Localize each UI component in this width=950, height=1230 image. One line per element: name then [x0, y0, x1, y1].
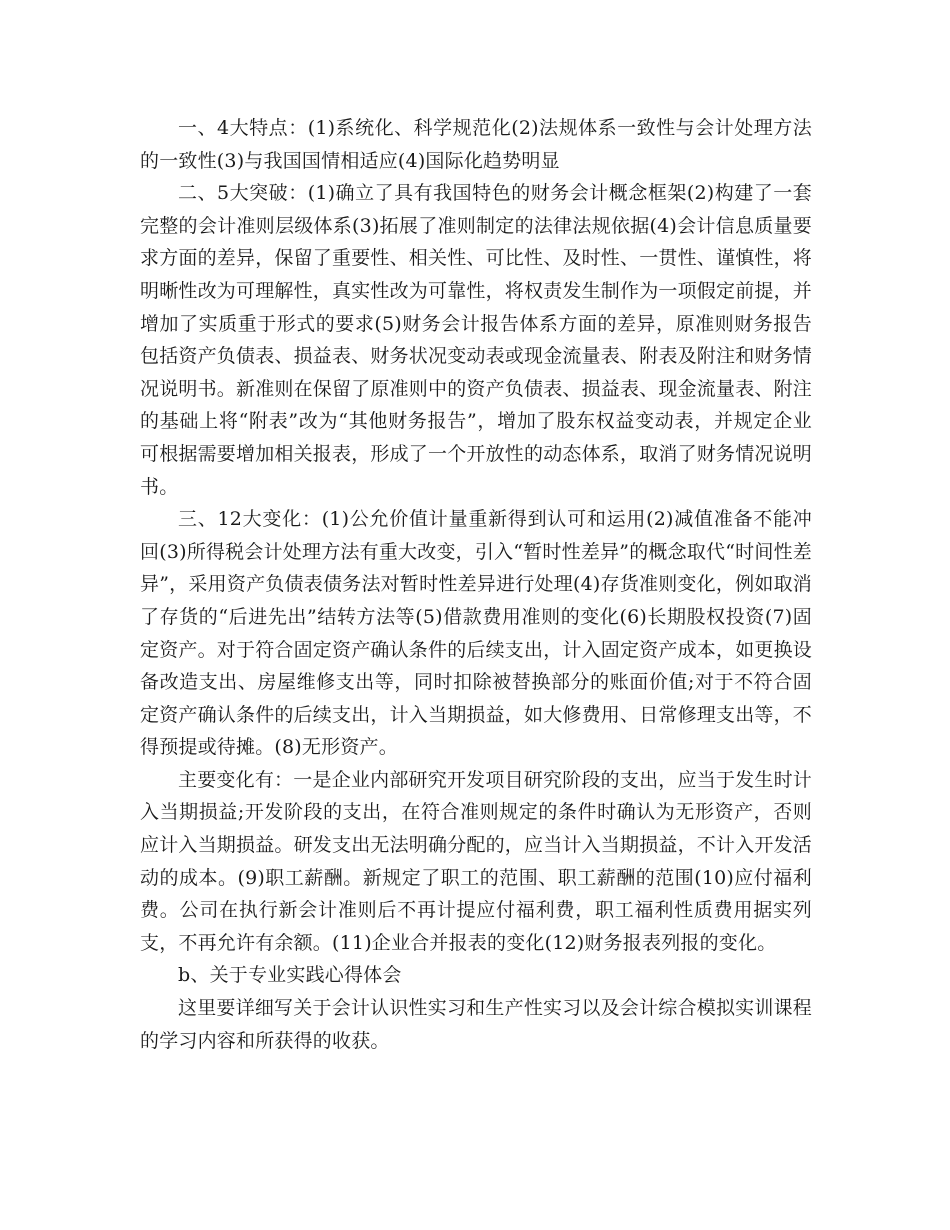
paragraph-main-changes: 主要变化有：一是企业内部研究开发项目研究阶段的支出，应当于发生时计入当期损益;开发阶段的支出，在符合准则规定的条件时确认为无形资产，否则应计入当期损益。研发支出无法明确分配的，应当计入当期损益，不计入开发活动的成本。(9)职工薪酬。新规定了职工的范围、职工薪酬的范围(10)应付福利费。公司在执行新会计准则后不再计提应付福利费，职工福利性质费用据实列支，不再允许有余额。(11)企业合并报表的变化(12)财务报表列报的变化。 [140, 768, 813, 954]
paragraph-practice-description: 这里要详细写关于会计认识性实习和生产性实习以及会计综合模拟实训课程的学习内容和所获得的收获。 [140, 997, 812, 1052]
paragraph-four-features: 一、4大特点：(1)系统化、科学规范化(2)法规体系一致性与会计处理方法的一致性(3)与我国国情相适应(4)国际化趋势明显 [140, 117, 812, 172]
section-heading-practice: b、关于专业实践心得体会 [178, 964, 402, 987]
document-body [140, 112, 812, 1057]
paragraph-five-breakthroughs: 二、5大突破：(1)确立了具有我国特色的财务会计概念框架(2)构建了一套完整的会计准则层级体系(3)拓展了准则制定的法律法规依据(4)会计信息质量要求方面的差异，保留了重要性、相关性、可比性、及时性、一贯性、谨慎性，将明晰性改为可理解性，真实性改为可靠性，将权责发生制作为一项假定前提，并增加了实质重于形式的要求(5)财务会计报告体系方面的差异，原准则财务报告包括资产负债表、损益表、财务状况变动表或现金流量表、附表及附注和财务情况说明书。新准则在保留了原准则中的资产负债表、损益表、现金流量表、附注的基础上将“附表”改为“其他财务报告”，增加了股东权益变动表，并规定企业可根据需要增加相关报表，形成了一个开放性的动态体系，取消了财务情况说明书。 [140, 182, 813, 498]
paragraph-twelve-changes: 三、12大变化：(1)公允价值计量重新得到认可和运用(2)减值准备不能冲回(3)所得税会计处理方法有重大改变，引入“暂时性差异”的概念取代“时间性差异”，采用资产负债表债务法对暂时性差异进行处理(4)存货准则变化，例如取消了存货的“后进先出”结转方法等(5)借款费用准则的变化(6)长期股权投资(7)固定资产。对于符合固定资产确认条件的后续支出，计入固定资产成本，如更换设备改造支出、房屋维修支出等，同时扣除被替换部分的账面价值;对于不符合固定资产确认条件的后续支出，计入当期损益，如大修费用、日常修理支出等，不得预提或待摊。(8)无形资产。 [140, 508, 813, 759]
